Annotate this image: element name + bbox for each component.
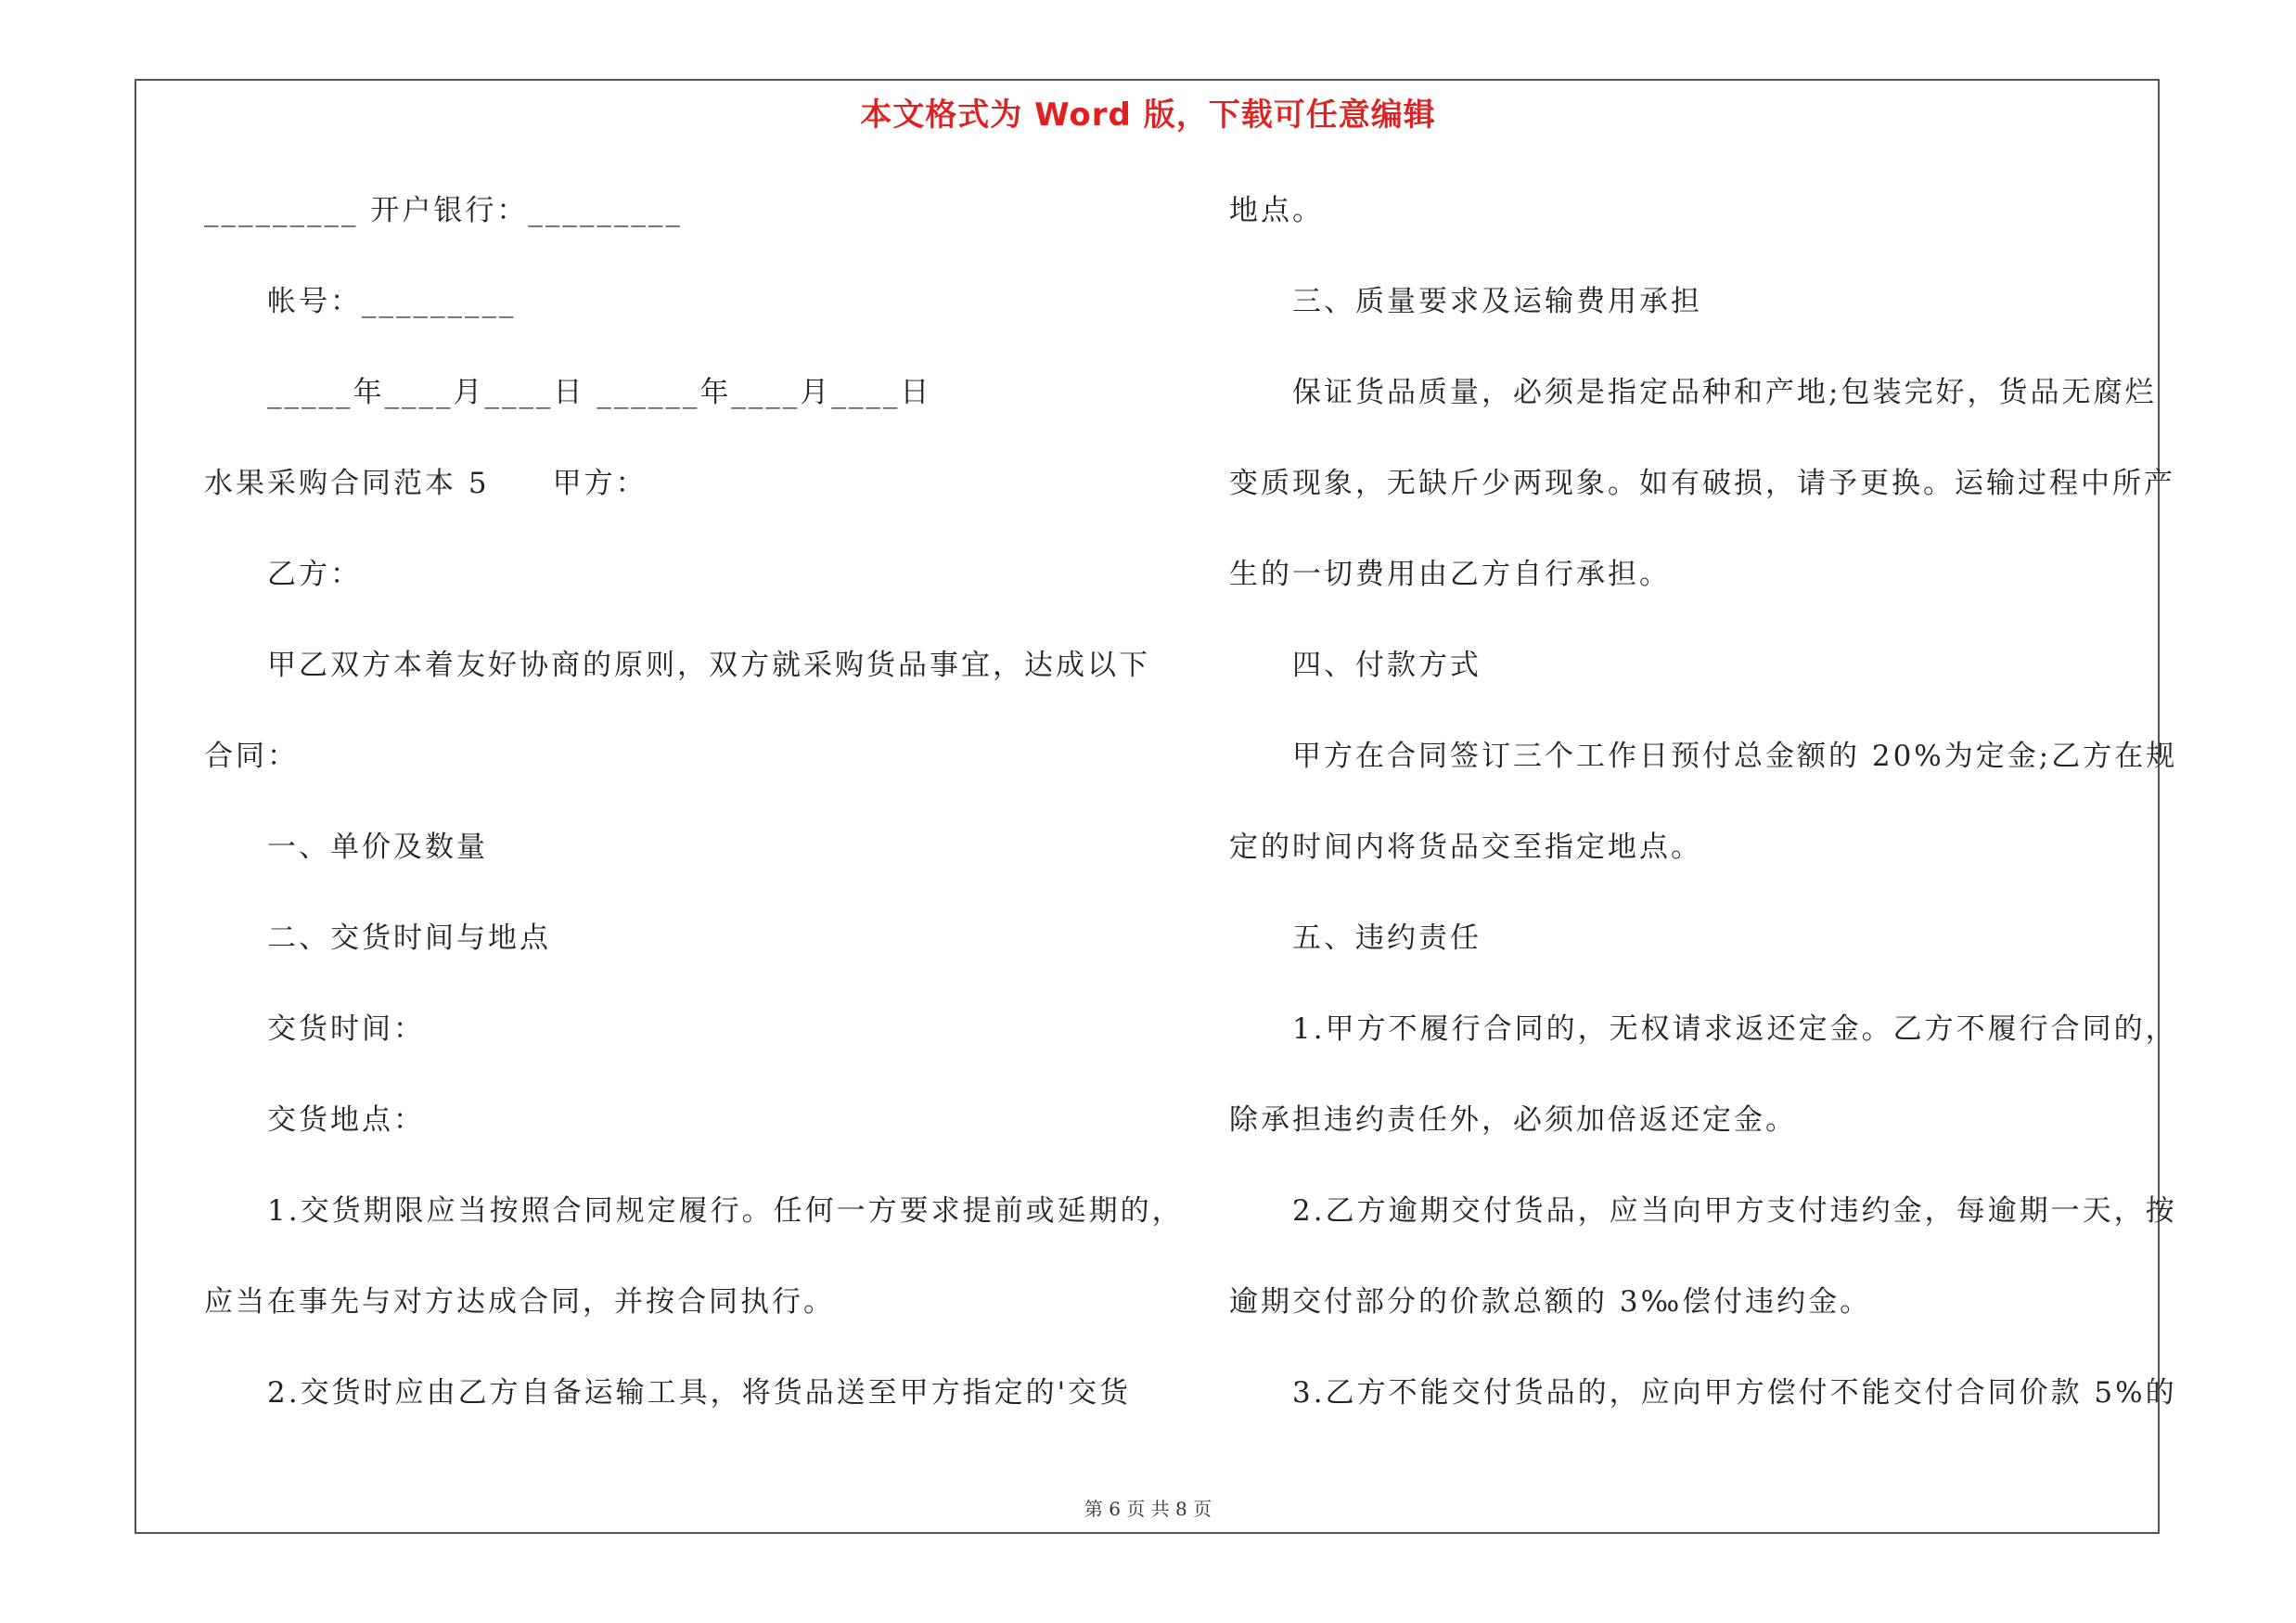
paragraph-line: 保证货品质量，必须是指定品种和产地;包装完好，货品无腐烂 bbox=[1292, 376, 2157, 409]
paragraph-line: 定的时间内将货品交至指定地点。 bbox=[1229, 831, 1702, 864]
paragraph-line: 生的一切费用由乙方自行承担。 bbox=[1229, 558, 1671, 591]
paragraph-line: 地点。 bbox=[1229, 194, 1324, 227]
paragraph-line: 五、违约责任 bbox=[1292, 921, 1481, 955]
paragraph-line: 水果采购合同范本 5 甲方： bbox=[204, 467, 648, 500]
paragraph-line: 四、付款方式 bbox=[1292, 649, 1481, 682]
right-column bbox=[1229, 182, 2178, 1455]
paragraph-line: _________ 开户银行：_________ bbox=[204, 194, 683, 227]
paragraph-line: 帐号：_________ bbox=[267, 285, 517, 318]
paragraph-line: 1.交货期限应当按照合同规定履行。任何一方要求提前或延期的， bbox=[267, 1194, 1184, 1228]
paragraph-line: 变质现象，无缺斤少两现象。如有破损，请予更换。运输过程中所产 bbox=[1229, 467, 2175, 500]
paragraph-line: 甲乙双方本着友好协商的原则，双方就采购货品事宜，达成以下 bbox=[267, 649, 1150, 682]
paragraph-line: 三、质量要求及运输费用承担 bbox=[1292, 285, 1702, 318]
paragraph-line: 二、交货时间与地点 bbox=[267, 921, 551, 955]
paragraph-line: 应当在事先与对方达成合同，并按合同执行。 bbox=[204, 1285, 835, 1319]
paragraph-line: 交货时间： bbox=[267, 1012, 425, 1046]
paragraph-line: 除承担违约责任外，必须加倍返还定金。 bbox=[1229, 1103, 1797, 1137]
paragraph-line: 3.乙方不能交付货品的，应向甲方偿付不能交付合同价款 5%的 bbox=[1292, 1376, 2177, 1410]
paragraph-line: 1.甲方不履行合同的，无权请求返还定金。乙方不履行合同的， bbox=[1292, 1012, 2177, 1046]
page-number-footer: 第 6 页 共 8 页 bbox=[1084, 1498, 1212, 1520]
paragraph-line: 甲方在合同签订三个工作日预付总金额的 20%为定金;乙方在规 bbox=[1292, 740, 2178, 773]
paragraph-line: 2.乙方逾期交付货品，应当向甲方支付违约金，每逾期一天，按 bbox=[1292, 1194, 2177, 1228]
paragraph-line: 一、单价及数量 bbox=[267, 831, 488, 864]
paragraph-line: 合同： bbox=[204, 740, 299, 773]
paragraph-line: 乙方： bbox=[267, 558, 362, 591]
paragraph-line: _____年____月____日 ______年____月____日 bbox=[267, 376, 932, 409]
paragraph-line: 2.交货时应由乙方自备运输工具，将货品送至甲方指定的'交货 bbox=[267, 1376, 1132, 1410]
paragraph-line: 逾期交付部分的价款总额的 3‰偿付违约金。 bbox=[1229, 1285, 1872, 1319]
format-banner: 本文格式为 Word 版，下载可任意编辑 bbox=[860, 97, 1436, 134]
left-column bbox=[204, 182, 1184, 1455]
paragraph-line: 交货地点： bbox=[267, 1103, 425, 1137]
